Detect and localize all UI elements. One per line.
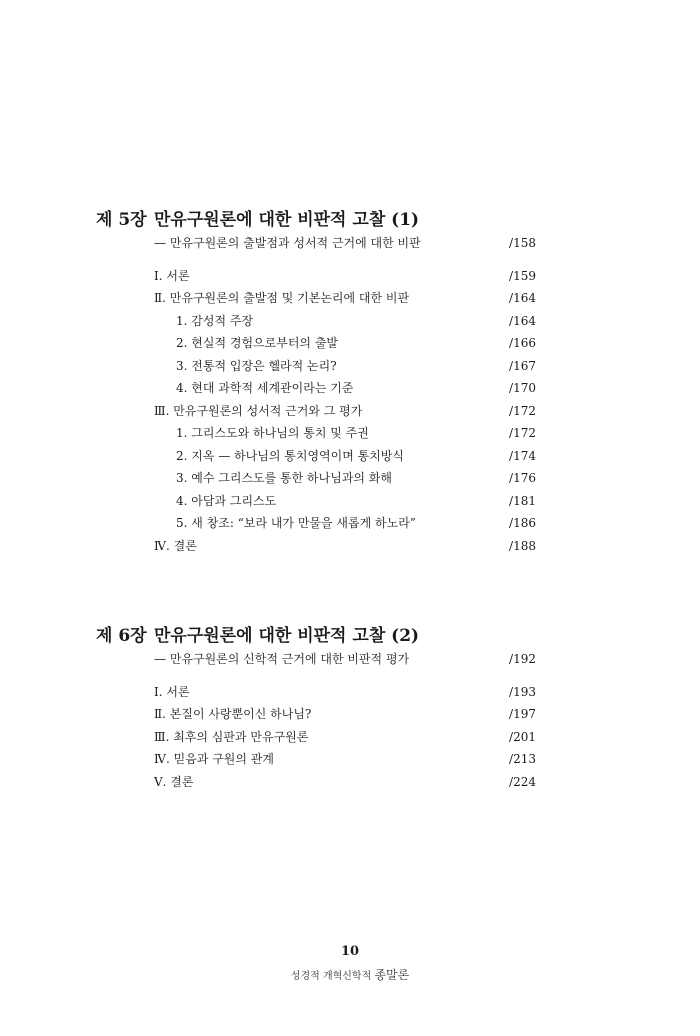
toc-entry-page: /159 <box>509 268 536 283</box>
toc-entry-page: /193 <box>509 684 536 699</box>
toc-entry-label: 4. 현대 과학적 세계관이라는 기준 <box>176 381 354 395</box>
toc-entry[interactable] <box>154 265 536 288</box>
toc-entry-label: 1. 그리스도와 하나님의 통치 및 주권 <box>176 426 369 440</box>
footer-book-series: 성경적 개혁신학적 <box>290 971 372 982</box>
toc-entry-page: /172 <box>509 426 536 440</box>
chapter-5-subtitle-page: /158 <box>509 236 536 250</box>
toc-entry[interactable] <box>176 310 536 333</box>
toc-entry-label: Ⅳ. 믿음과 구원의 관계 <box>154 752 274 766</box>
toc-entry-label: 2. 지옥 — 하나님의 통치영역이며 통치방식 <box>176 448 404 463</box>
toc-entry[interactable] <box>154 287 536 310</box>
chapter-6-title: 만유구원론에 대한 비판적 고찰 (2) <box>154 626 420 646</box>
chapter-5-subtitle-row <box>154 232 536 255</box>
toc-entry-page: /164 <box>509 291 536 305</box>
chapter-6-subtitle: — 만유구원론의 신학적 근거에 대한 비판적 평가 <box>154 652 410 666</box>
page-number: 10 <box>340 944 360 959</box>
toc-entry-page: /201 <box>509 729 536 744</box>
chapter-5-number: 제 5장 <box>96 210 147 230</box>
toc-entry-page: /164 <box>509 313 536 328</box>
toc-entry-label: Ⅴ. 결론 <box>154 774 194 789</box>
toc-entry-label: 2. 현실적 경험으로부터의 출발 <box>176 336 338 350</box>
footer-book-title: 종말론 <box>374 968 410 982</box>
toc-entry[interactable] <box>176 445 536 468</box>
chapter-6-section <box>96 624 536 793</box>
toc-entry-page: /188 <box>509 538 536 553</box>
toc-entry-page: /170 <box>509 381 536 395</box>
toc-entry[interactable] <box>154 400 536 423</box>
toc-entry[interactable] <box>176 355 536 378</box>
chapter-6-subtitle-row <box>154 648 536 671</box>
chapter-6-heading <box>96 624 536 648</box>
toc-entry-label: Ⅳ. 결론 <box>154 538 197 553</box>
toc-entry-page: /213 <box>509 752 536 766</box>
toc-entry-label: 5. 새 창조: “보라 내가 만물을 새롭게 하노라” <box>176 516 416 530</box>
toc-entry-label: Ⅰ. 서론 <box>154 268 190 283</box>
toc-entry-label: Ⅱ. 본질이 사랑뿐이신 하나님? <box>154 707 312 721</box>
toc-entry[interactable] <box>176 490 536 513</box>
toc-entry[interactable] <box>154 771 536 794</box>
toc-entry[interactable] <box>154 748 536 771</box>
toc-entry[interactable] <box>154 681 536 704</box>
toc-entry-label: Ⅰ. 서론 <box>154 684 190 699</box>
toc-entry-page: /167 <box>509 358 536 373</box>
toc-entry-label: 1. 감성적 주장 <box>176 313 254 328</box>
toc-entry-label: 3. 예수 그리스도를 통한 하나님과의 화해 <box>176 471 392 485</box>
toc-entry-page: /176 <box>509 471 536 485</box>
toc-entry[interactable] <box>176 422 536 445</box>
chapter-6-number: 제 6장 <box>96 626 147 646</box>
chapter-5-title: 만유구원론에 대한 비판적 고찰 (1) <box>154 210 420 230</box>
toc-entry-page: /197 <box>509 707 536 721</box>
chapter-5-heading <box>96 208 536 232</box>
toc-entry-label: Ⅲ. 최후의 심판과 만유구원론 <box>154 729 309 744</box>
toc-entry-page: /166 <box>509 336 536 350</box>
running-footer <box>0 966 700 983</box>
toc-entry-page: /181 <box>509 493 536 508</box>
chapter-6-subtitle-page: /192 <box>509 652 536 666</box>
toc-entry-page: /186 <box>509 516 536 530</box>
toc-entry-label: Ⅲ. 만유구원론의 성서적 근거와 그 평가 <box>154 403 363 418</box>
toc-entry[interactable] <box>176 377 536 400</box>
toc-entry-label: 4. 아담과 그리스도 <box>176 493 277 508</box>
toc-entry[interactable] <box>154 535 536 558</box>
toc-entry[interactable] <box>176 512 536 535</box>
toc-entry-page: /172 <box>509 403 536 418</box>
chapter-5-subtitle: — 만유구원론의 출발점과 성서적 근거에 대한 비판 <box>154 236 421 250</box>
toc-entry[interactable] <box>176 332 536 355</box>
toc-entry[interactable] <box>176 467 536 490</box>
toc-entry-page: /174 <box>509 448 536 463</box>
chapter-5-section <box>96 208 536 557</box>
toc-entry-label: Ⅱ. 만유구원론의 출발점 및 기본논리에 대한 비판 <box>154 291 410 305</box>
toc-entry[interactable] <box>154 726 536 749</box>
toc-entry[interactable] <box>154 703 536 726</box>
toc-entry-label: 3. 전통적 입장은 헬라적 논리? <box>176 358 337 373</box>
toc-entry-page: /224 <box>509 774 536 789</box>
